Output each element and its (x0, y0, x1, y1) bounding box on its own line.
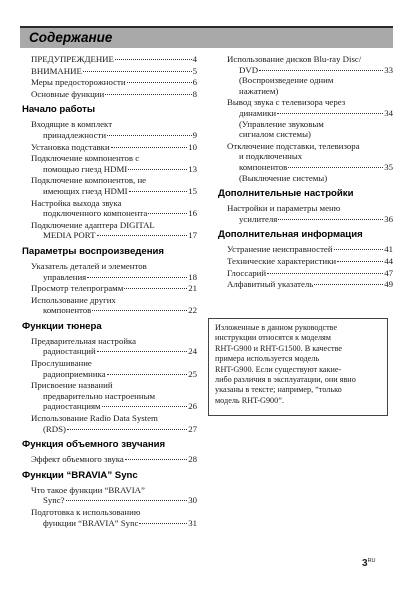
toc-entry[interactable] (22, 153, 197, 174)
note-line: инструкции относятся к моделям (215, 333, 331, 343)
toc-entry[interactable] (218, 244, 393, 255)
toc-entry-text: радиостанциям (43, 401, 101, 412)
toc-entry-text: подключенного компонента (43, 208, 148, 219)
toc-entry[interactable] (218, 256, 393, 267)
dot-leader (105, 94, 191, 95)
toc-entry-text: Подключение компонентов с (31, 153, 140, 164)
note-line: примера используется модель (215, 354, 320, 364)
dot-leader (111, 147, 188, 148)
toc-entry-text: Что такое функции “BRAVIA” (31, 484, 145, 495)
section-heading: Функции “BRAVIA” Sync (22, 469, 138, 481)
toc-entry[interactable] (218, 203, 393, 224)
toc-page-number: 24 (188, 346, 197, 357)
dot-leader (124, 288, 187, 289)
toc-entry-text: Присвоение названий (31, 380, 113, 391)
toc-entry-text: усилителя (239, 213, 278, 224)
dot-leader (102, 406, 188, 407)
toc-page-number: 9 (192, 129, 197, 140)
page-number (362, 558, 376, 569)
toc-page-number: 26 (188, 401, 197, 412)
toc-page-number: 36 (384, 213, 393, 224)
toc-entry[interactable] (22, 119, 197, 140)
toc-entry-text: Настройки и параметры меню (227, 203, 341, 214)
toc-entry-subtext: (Выключение системы) (239, 172, 328, 183)
dot-leader (337, 261, 383, 262)
toc-entry[interactable] (22, 358, 197, 379)
toc-entry-text: компонентов (239, 161, 288, 172)
toc-page-number: 4 (192, 54, 197, 64)
dot-leader (92, 310, 187, 311)
toc-entry[interactable] (22, 66, 197, 77)
dot-leader (314, 284, 383, 285)
dot-leader (97, 235, 188, 236)
dot-leader (127, 82, 192, 83)
dot-leader (107, 135, 192, 136)
toc-entry[interactable] (22, 485, 197, 506)
model-note-box (208, 318, 388, 416)
toc-entry-text: радиостанций (43, 346, 96, 357)
dot-leader (128, 169, 187, 170)
toc-entry-text: функции “BRAVIA” Sync (43, 517, 139, 528)
toc-entry-text: Настройка выхода звука (31, 197, 122, 208)
section-heading: Функции тюнера (22, 320, 102, 332)
note-line: модель RHT-G900”. (215, 395, 284, 405)
toc-entry-text: Sync? (43, 495, 65, 506)
dot-leader (115, 59, 192, 60)
toc-entry-text: Установка подставки (31, 141, 110, 152)
toc-page-number: 31 (188, 517, 197, 528)
toc-entry-text: и подключенных (239, 151, 303, 162)
dot-leader (148, 213, 187, 214)
toc-page-number: 10 (188, 141, 197, 152)
toc-entry-text: Подготовка к использованию (31, 507, 141, 517)
toc-entry[interactable] (22, 413, 197, 434)
toc-entry-subtext: (Воспроизведение одним (239, 75, 334, 86)
toc-entry[interactable] (22, 175, 197, 196)
toc-page-number: 22 (188, 305, 197, 316)
toc-page-number: 21 (188, 283, 197, 294)
dot-leader (125, 459, 187, 460)
toc-entry-text: Алфавитный указатель (227, 279, 314, 290)
dot-leader (107, 374, 188, 375)
dot-leader (129, 191, 188, 192)
toc-entry-text: помощью гнезд HDMI (43, 163, 128, 174)
toc-entry[interactable] (22, 54, 197, 65)
toc-entry-subtext: (Управление звуковым (239, 118, 324, 129)
dot-leader (259, 70, 383, 71)
toc-page-number: 28 (188, 454, 197, 465)
toc-page-number: 47 (384, 267, 393, 278)
toc-right-column (218, 54, 393, 291)
toc-page-number: 34 (384, 107, 393, 118)
toc-entry-text: Просмотр телепрограмм (31, 283, 124, 294)
toc-page-number: 16 (188, 208, 197, 219)
toc-entry-text: Использование дисков Blu-ray Disc/ (227, 54, 362, 64)
toc-entry-text: Отключение подставки, телевизора (227, 140, 360, 151)
toc-page-number: 18 (188, 271, 197, 282)
dot-leader (288, 167, 383, 168)
toc-entry-text: Эффект объемного звука (31, 454, 124, 465)
note-line: либо различия в эксплуатации, они явно (215, 375, 356, 385)
toc-entry[interactable] (22, 198, 197, 219)
toc-entry-text: динамики (239, 107, 277, 118)
note-line: указаны в тексте; например, “только (215, 385, 342, 395)
dot-leader (139, 523, 187, 524)
toc-entry-text: Подключение компонентов, не (31, 175, 147, 186)
toc-entry[interactable] (218, 268, 393, 279)
toc-page-number: 49 (384, 279, 393, 290)
toc-entry-text: предварительно настроенным (43, 390, 156, 401)
toc-page-number: 6 (192, 77, 197, 88)
toc-entry-text: Указатель деталей и элементов (31, 260, 147, 271)
toc-entry[interactable] (218, 141, 393, 183)
section-heading: Функция объемного звучания (22, 439, 166, 451)
toc-page-number: 8 (192, 88, 197, 99)
toc-entry[interactable] (22, 261, 197, 282)
page-number-value: 3 (362, 558, 368, 569)
toc-entry-text: Прослушивание (31, 358, 92, 369)
toc-left-column (22, 54, 197, 529)
toc-entry[interactable] (22, 380, 197, 412)
toc-page-number: 25 (188, 368, 197, 379)
toc-entry-text: Использование других (31, 294, 116, 305)
toc-entry-text: Устранение неисправностей (227, 244, 333, 255)
toc-entry[interactable] (218, 279, 393, 290)
toc-entry[interactable] (22, 142, 197, 153)
toc-entry[interactable] (218, 54, 393, 96)
note-line: RHT-G900. Если существуют какие- (215, 364, 342, 374)
toc-page-number: 33 (384, 64, 393, 75)
toc-page-number: 5 (192, 65, 197, 76)
toc-entry-text: Основные функции (31, 88, 105, 99)
toc-page-number: 35 (384, 161, 393, 172)
toc-page-number: 13 (188, 163, 197, 174)
dot-leader (277, 113, 383, 114)
dot-leader (97, 351, 188, 352)
toc-entry-subtext: нажатием) (239, 85, 279, 96)
dot-leader (83, 71, 192, 72)
page-title: Содержание (29, 30, 113, 45)
header-bar (20, 26, 393, 48)
toc-entry-text: имеющих гнезд HDMI (43, 185, 128, 196)
toc-page-number: 41 (384, 244, 393, 255)
toc-entry[interactable] (22, 283, 197, 294)
toc-entry[interactable] (22, 507, 197, 528)
toc-page-number: 30 (188, 495, 197, 506)
toc-entry[interactable] (22, 77, 197, 88)
toc-entry-text: Предварительная настройка (31, 335, 137, 346)
toc-entry-text: Меры предосторожности (31, 77, 126, 88)
toc-entry[interactable] (218, 97, 393, 139)
toc-entry-text: принадлежности (43, 129, 107, 140)
toc-page-number: 27 (188, 423, 197, 434)
toc-entry[interactable] (22, 454, 197, 465)
toc-entry-text: (RDS) (43, 423, 66, 434)
dot-leader (87, 277, 187, 278)
note-line: RHT-G900 и RHT-G1500. В качестве (215, 343, 343, 353)
note-line: Изложенные в данном руководстве (215, 323, 338, 332)
page-lang-code: RU (367, 558, 376, 564)
section-heading: Параметры воспроизведения (22, 245, 164, 257)
toc-entry-text: ВНИМАНИЕ (31, 65, 82, 76)
dot-leader (334, 249, 384, 250)
dot-leader (267, 273, 383, 274)
toc-page-number: 15 (188, 185, 197, 196)
section-heading: Начало работы (22, 104, 96, 116)
toc-entry[interactable] (22, 89, 197, 100)
toc-entry-text: Глоссарий (227, 267, 267, 278)
toc-entry[interactable] (22, 336, 197, 357)
toc-entry-text: DVD (239, 64, 259, 75)
toc-entry[interactable] (22, 295, 197, 316)
toc-entry-text: радиоприемника (43, 368, 106, 379)
toc-entry-text: Подключение адаптера DIGITAL (31, 219, 155, 230)
section-heading: Дополнительная информация (218, 229, 363, 241)
dot-leader (66, 500, 188, 501)
toc-entry-text: MEDIA PORT (43, 230, 96, 241)
dot-leader (278, 219, 383, 220)
toc-entry-text: Использование Radio Data System (31, 413, 158, 424)
toc-entry-text: Входящие в комплект (31, 119, 113, 130)
toc-entry-text: Вывод звука с телевизора через (227, 97, 346, 108)
toc-entry-text: управления (43, 271, 87, 282)
toc-entry[interactable] (22, 220, 197, 241)
toc-entry-text: компонентов (43, 305, 92, 316)
dot-leader (67, 429, 187, 430)
section-heading: Дополнительные настройки (218, 188, 354, 200)
toc-entry-text: Технические характеристики (227, 255, 337, 266)
toc-entry-text: ПРЕДУПРЕЖДЕНИЕ (31, 54, 114, 64)
toc-page-number: 17 (188, 230, 197, 241)
toc-page-number: 44 (384, 255, 393, 266)
toc-entry-subtext: сигналом системы) (239, 129, 311, 140)
